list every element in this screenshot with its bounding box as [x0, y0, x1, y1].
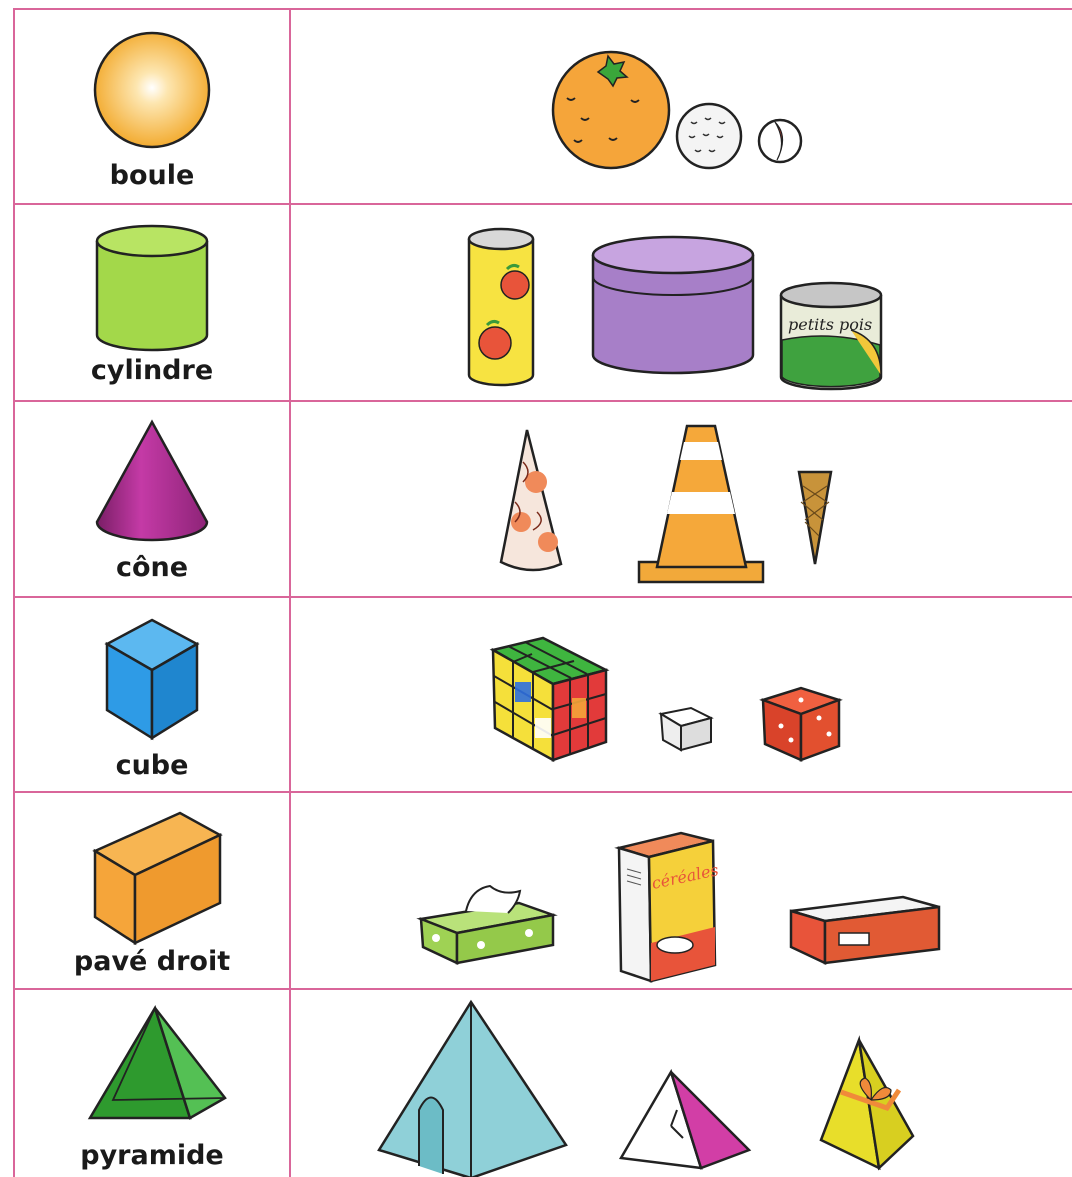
- shape-label: pyramide: [80, 1140, 224, 1171]
- shape-cell-pyramid: [15, 990, 289, 1177]
- sugar-cube-icon: [661, 708, 711, 750]
- shape-label: cube: [115, 750, 189, 781]
- dice-icon: [763, 688, 839, 760]
- examples-cell-sphere: [291, 10, 1072, 203]
- examples-cell-pyramid: [291, 990, 1072, 1177]
- pyramid-clock-icon: [621, 1072, 749, 1168]
- peas-can-text: petits pois: [788, 315, 873, 334]
- ice-cream-cone-icon: [799, 472, 831, 564]
- golf-ball-icon: [677, 104, 741, 168]
- cereal-box-icon: [619, 833, 720, 981]
- round-box-icon: [593, 237, 753, 373]
- shape-label: pavé droit: [73, 946, 231, 977]
- examples-cell-cuboid: [291, 793, 1072, 988]
- party-hat-icon: [501, 430, 561, 570]
- shape-cell-cube: [15, 598, 289, 791]
- tissue-box-icon: [421, 886, 553, 963]
- shapes-table: [13, 8, 1072, 1177]
- shape-cell-cuboid: [15, 793, 289, 988]
- shape-cell-sphere: [15, 10, 289, 203]
- soda-can-icon: [469, 229, 533, 385]
- orange-icon: [553, 52, 669, 168]
- rubiks-cube-icon: [493, 638, 606, 760]
- shape-cell-cone: [15, 402, 289, 596]
- shoe-box-icon: [791, 897, 939, 963]
- cereal-box-text: céréales: [649, 860, 721, 893]
- examples-cell-cone: [291, 402, 1072, 596]
- marble-icon: [759, 120, 801, 162]
- tent-icon: [379, 1002, 566, 1177]
- examples-cell-cube: [291, 598, 1072, 791]
- shape-label: cône: [115, 552, 189, 583]
- shape-label: boule: [109, 160, 195, 191]
- traffic-cone-icon: [639, 426, 763, 582]
- shape-label: cylindre: [90, 355, 214, 386]
- examples-cell-cylinder: [291, 205, 1072, 400]
- peas-can-icon: [781, 283, 881, 389]
- gift-pyramid-icon: [821, 1040, 913, 1168]
- shape-cell-cylinder: [15, 205, 289, 400]
